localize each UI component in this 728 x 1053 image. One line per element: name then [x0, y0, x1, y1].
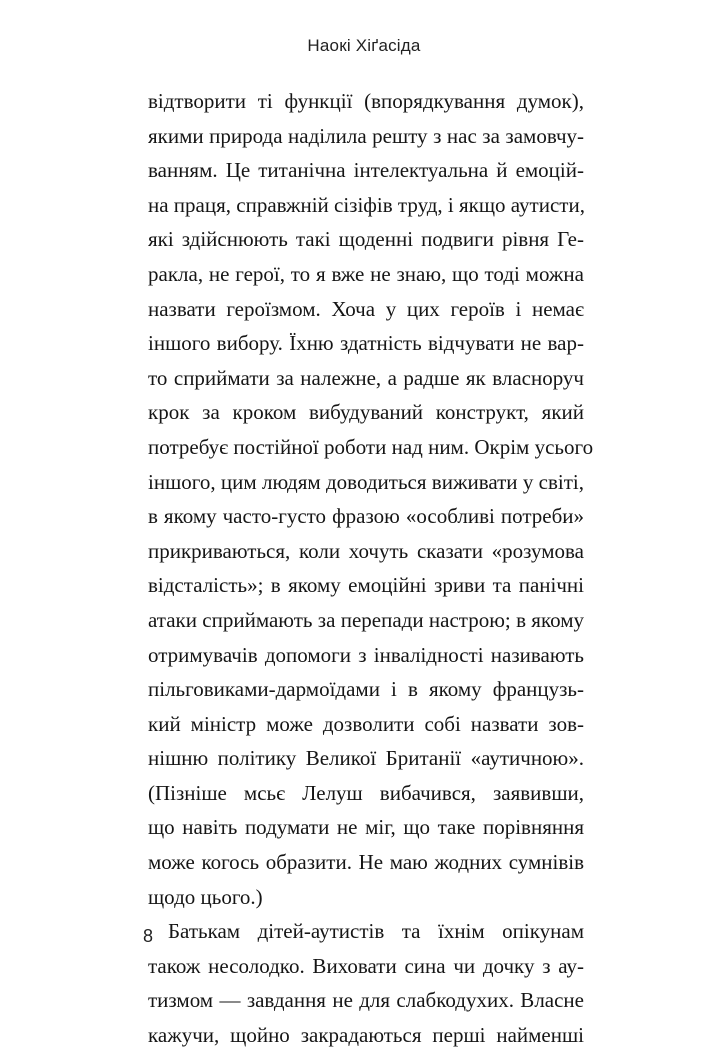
text-line: іншого, цим людям доводиться виживати у світі, [148, 469, 584, 494]
text-line: також несолодко. Виховати сина чи дочку з ау- [148, 953, 584, 978]
text-line: тизмом — завдання не для слабкодухих. Власне [148, 988, 584, 1013]
text-line: іншого вибору. Їхню здатність відчувати не вар- [148, 331, 584, 356]
text-line: пільговиками-дармоїдами і в якому французь- [148, 677, 584, 702]
text-line: атаки сприймають за перепади настрою; в якому [148, 607, 584, 632]
text-line: отримувачів допомоги з інвалідності називають [148, 642, 584, 667]
text-line: відсталість»; в якому емоційні зриви та панічні [148, 573, 584, 598]
text-line: ракла, не герої, то я вже не знаю, що тоді можна [148, 261, 584, 286]
text-line: на праця, справжній сізіфів труд, і якщо аутисти, [148, 192, 585, 217]
text-line: прикриваються, коли хочуть сказати «розумова [148, 538, 584, 563]
body-text [148, 84, 594, 1053]
text-line: кажучи, щойно закрадаються перші найменші [148, 1023, 584, 1048]
text-line: які здійснюють такі щоденні подвиги рівня Ге- [148, 227, 584, 252]
page-number: 8 [143, 926, 154, 946]
text-line: потребує постійної роботи над ним. Окрім усього [148, 434, 594, 459]
text-line: (Пізніше мсьє Лелуш вибачився, заявивши, [148, 780, 584, 805]
text-line: в якому часто-густо фразою «особливі потреби» [148, 504, 584, 529]
text-line: назвати героїзмом. Хоча у цих героїв і немає [148, 296, 584, 321]
text-line: то сприймати за належне, а радше як власноруч [148, 365, 584, 390]
running-head: Наокі Хіґасіда [307, 36, 421, 55]
text-line: Батькам дітей-аутистів та їхнім опікунам [168, 919, 584, 944]
text-line: щодо цього.) [148, 884, 263, 909]
text-line: кий міністр може дозволити собі назвати зов- [148, 711, 584, 736]
text-line: ванням. Це титанічна інтелектуальна й емоцій- [148, 158, 584, 183]
text-line: відтворити ті функції (впорядкування думок), [148, 89, 584, 113]
text-line: може когось образити. Не маю жодних сумнівів [148, 850, 584, 875]
text-line: що навіть подумати не міг, що таке порівняння [148, 815, 584, 840]
text-line: крок за кроком вибудуваний конструкт, який [148, 400, 584, 425]
text-line: якими природа наділила решту з нас за замовчу- [148, 123, 584, 148]
text-line: нішню політику Великої Британії «аутичною». [148, 746, 584, 771]
